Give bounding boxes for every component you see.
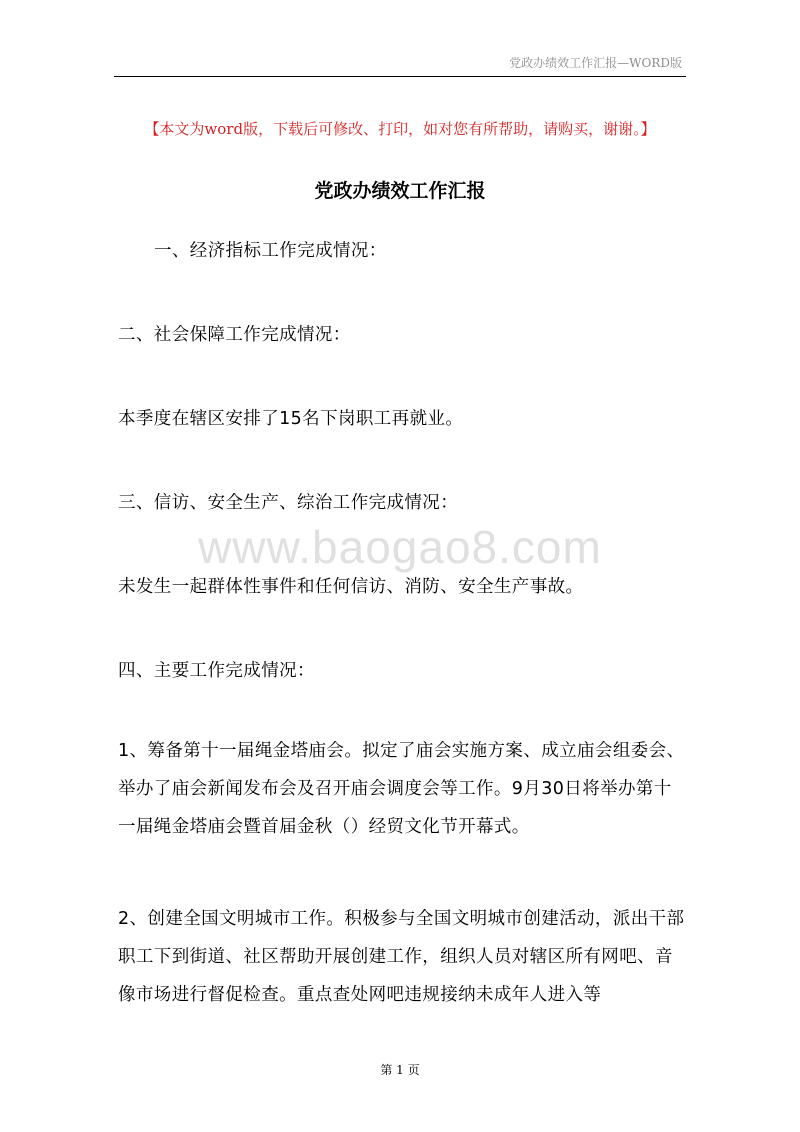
paragraph-reemployment: 本季度在辖区安排了15名下岗职工再就业。 — [118, 409, 464, 429]
watermark: www.baogao8.com — [198, 521, 602, 573]
purchase-notice: 【本文为word版，下载后可修改、打印，如对您有所帮助，请购买，谢谢。】 — [144, 120, 656, 138]
paragraph-temple-fair: 1、筹备第十一届绳金塔庙会。拟定了庙会实施方案、成立庙会组委会、举办了庙会新闻发布会及召开庙会调度会等工作。9月30日将举办第十一届绳金塔庙会暨首届金秋（）经贸文化节开幕式。 — [118, 741, 685, 837]
page-number: 第 1 页 — [380, 1063, 420, 1077]
paragraph-civilized-city: 2、创建全国文明城市工作。积极参与全国文明城市创建活动，派出干部职工下到街道、社区帮助开展创建工作，组织人员对辖区所有网吧、音像市场进行督促检查。重点查处网吧违规接纳未成年人进入等 — [118, 909, 685, 1005]
document-title: 党政办绩效工作汇报 — [314, 180, 486, 202]
running-header: 党政办绩效工作汇报—WORD版 — [509, 56, 682, 70]
section-heading-economic: 一、经济指标工作完成情况： — [154, 241, 387, 261]
section-heading-social-security: 二、社会保障工作完成情况： — [118, 325, 351, 345]
paragraph-no-incidents: 未发生一起群体性事件和任何信访、消防、安全生产事故。 — [118, 577, 584, 597]
header-divider — [114, 76, 686, 77]
section-heading-main-work: 四、主要工作完成情况： — [118, 661, 315, 681]
section-heading-safety: 三、信访、安全生产、综治工作完成情况： — [118, 493, 459, 513]
